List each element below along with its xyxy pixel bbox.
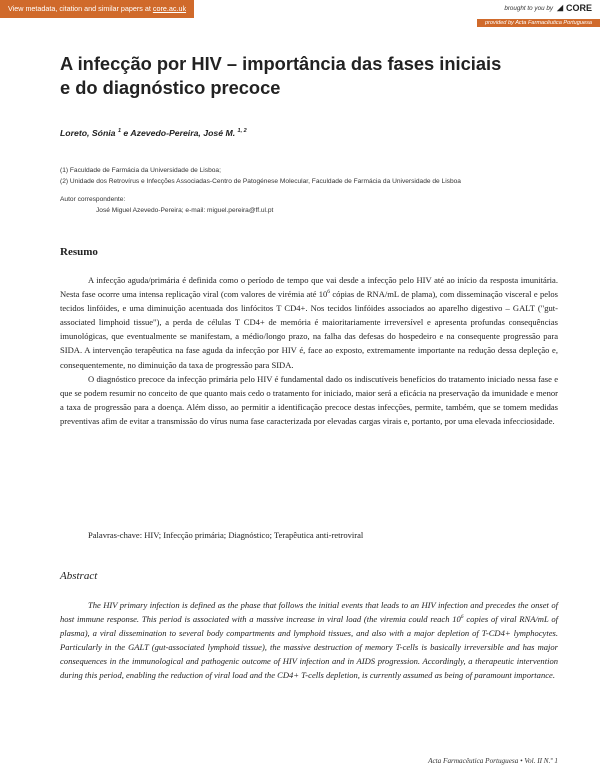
article-title [60,52,530,100]
affiliation-1: (1) Faculdade de Farmácia da Universidade de Lisboa; [60,167,221,174]
author-2: Azevedo-Pereira, José M. [130,128,236,138]
author-2-affiliation: 1, 2 [237,128,247,135]
abstract-p1-superscript: 6 [460,614,464,621]
author-1-affiliation: 1 [117,128,121,135]
resumo-p1-superscript: 6 [327,289,331,296]
authors [60,128,247,138]
abstract-paragraph-1 [60,598,558,683]
core-brought-by[interactable] [504,3,592,13]
abstract-p1-part-b: copies of viral RNA/mL of plasma), a viral dissemination to several body compartments and lymphoid tissues, and also with a major depletion of T-CD4+ lymphocytes. Particularly in the GALT (gut-associated lymphoid tissue), the massive destruction of memory T-cells is basically irreversible and has major consequences in the immunological and pathogenic outcome of HIV infection and in AIDS progression. Accordingly, a therapeutic intervention during this period, enabling the reduction of viral load and the CD4+ T-cells depletion, is currently assumed as being of paramount importance. [60,614,559,681]
abstract-body [60,598,558,683]
core-logo-icon [556,4,564,12]
core-link[interactable]: core.ac.uk [152,4,187,13]
corresponding-author [60,194,273,216]
core-banner [0,0,600,18]
resumo-p1-part-b: cópias de RNA/mL de plama), com disseminação visceral e pelos tecidos linfóides, e uma diminuição acentuada dos linfócitos T CD4+. Nos tecidos linfóides associados ao aparelho digestivo – GALT ("gut-associated limphoid tissue"), a perda de células T CD4+ de memória é maioritariamente irreversível e apresenta profundas consequências imunológicas, que eventualmente se manifestam, a médio/longo prazo, na falha das defesas do hospedeiro e na consequente progressão para SIDA. A intervenção terapêutica na fase aguda da infecção por HIV é, face ao exposto, extremamente importante na redução dessa depleção e, consequentemente, no diminuição da taxa de progressão para SIDA. [60,289,558,370]
corresponding-label: Autor correspondente: [60,196,126,203]
resumo-heading: Resumo [60,246,98,258]
affiliation-2: (2) Unidade dos Retrovírus e Infecções Associadas-Centro de Patogénese Molecular, Faculdade de Farmácia da Universidade de Lisboa [60,178,461,185]
abstract-heading: Abstract [60,570,98,582]
author-1: Loreto, Sónia [60,128,116,138]
corresponding-details: José Miguel Azevedo-Pereira; e-mail: miguel.pereira@ff.ul.pt [96,207,274,214]
author-separator: e [121,128,131,138]
journal-footer: Acta Farmacêutica Portuguesa • Vol. II N.º 1 [428,757,558,765]
title-line-2: e do diagnóstico precoce [60,77,281,98]
resumo-p1-part-a: A infecção aguda/primária é definida como o período de tempo que vai desde a infecção pelo HIV até ao início da resposta imunitária. Nesta fase ocorre uma intensa replicação viral (com valores de virémia até 10 [60,275,558,300]
provided-by-bar[interactable]: provided by Acta Farmacêutica Portuguesa [477,19,600,27]
core-logo-text: CORE [565,3,592,13]
resumo-body [60,273,558,428]
resumo-paragraph-2: O diagnóstico precoce da infecção primária pelo HIV é fundamental dado os indiscutíveis benefícios do tratamento iniciado nessa fase e que se podem resumir no conceito de que quanto mais cedo o tratamento for iniciado, maior será a eficácia na preservação da imunidade e menor a taxa de progressão para a doença. Além disso, ao permitir a identificação precoce destas infecções, permite, também, que se tomem medidas preventivas afim de evitar a transmissão do vírus numa fase caracterizada por elevadas cargas virais e, portanto, por uma elevada infecciosidade. [60,373,558,426]
core-metadata-link-bar[interactable] [0,0,194,18]
affiliations [60,165,461,187]
abstract-p1-part-a: The HIV primary infection is defined as the phase that follows the initial events that leads to an HIV infection and precedes the onset of host immune response. This period is associated with a massive increase in viral load (the viremia could reach 10 [60,600,558,625]
core-logo [556,3,592,13]
keywords: Palavras-chave: HIV; Infecção primária; Diagnóstico; Terapêutica anti-retroviral [88,530,364,540]
core-metadata-text: View metadata, citation and similar papers at [8,4,153,13]
brought-by-text: brought to you by [504,4,553,12]
title-line-1: A infecção por HIV – importância das fases iniciais [60,53,502,74]
resumo-paragraph-1 [60,273,558,372]
